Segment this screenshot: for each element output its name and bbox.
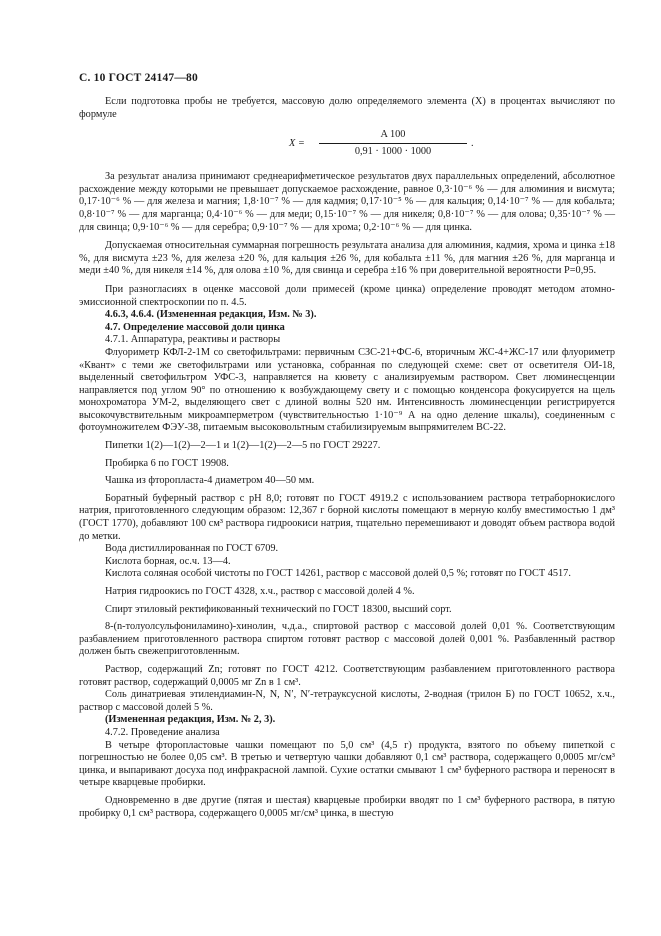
paragraph-tolerances: За результат анализа принимают среднеарифметическое результатов двух параллельных определений, абсолютное расхождение между которыми не превышает допускаемое расхождение, равное 0,3·10⁻⁶ % — для алюминия и висмута; 0,17·10⁻⁶ % — для железа и магния; 1,8·10⁻⁷ % — для кадмия; 0,17·10⁻⁵ % — для кальция; 0,14·10⁻⁷ % — для кобальта; 0,8·10⁻⁷ % — для марганца; 0,4·10⁻⁶ % — для меди; 0,15·10⁻⁷ % — для никеля; 0,8·10⁻⁷ % — для олова; 0,35·10⁻⁷ % — для свинца; 0,9·10⁻⁶ % — для серебра; 0,9·10⁻⁷ % — для хрома; 0,2·10⁻⁶ % — для цинка. (79, 171, 615, 233)
paragraph-procedure-2: Одновременно в две другие (пятая и шестая) кварцевые пробирки вводят по 1 см³ буферного раствора, в пятую пробирку 0,1 см³ раствора, содержащего 0,0005 мг/см³ цинка, в шестую (79, 794, 615, 819)
paragraph-intro: Если подготовка пробы не требуется, массовую долю определяемого элемента (X) в процентах вычисляют по формуле (79, 96, 615, 120)
paragraph-ethanol: Спирт этиловый ректификованный технический по ГОСТ 18300, высший сорт. (105, 603, 452, 615)
formula-period: . (471, 138, 474, 150)
paragraph-trilon: Соль динатриевая этилендиамин-N, N, N′, N′-тетрауксусной кислоты, 2-водная (трилон Б) по ГОСТ 10652, х.ч., раствор с массовой долей 5 %. (79, 689, 615, 713)
paragraph-pipettes: Пипетки 1(2)—1(2)—2—1 и 1(2)—1(2)—2—5 по ГОСТ 29227. (105, 440, 381, 452)
formula (79, 127, 615, 165)
subsection-heading-4-7-1: 4.7.1. Аппаратура, реактивы и растворы (105, 334, 281, 346)
page-header: С. 10 ГОСТ 24147—80 (79, 72, 198, 84)
paragraph-procedure-1: В четыре фторопластовые чашки помещают по 5,0 см³ (4,5 г) продукта, взятого по объему пипеткой с погрешностью не более 0,05 см³. В третью и четвертую чашки добавляют 0,1 см³ раствора, содержащего 0,0005 мг/см³ цинка, и выпаривают досуха под инфракрасной лампой. Сухие остатки смывают 1 см³ буферного раствора и переносят в четыре кварцевые пробирки. (79, 739, 615, 789)
paragraph-zinc-solution: Раствор, содержащий Zn; готовят по ГОСТ 4212. Соответствующим разбавлением приготовленного раствора готовят раствор, содержащий 0,0005 мг Zn в 1 см³. (79, 663, 615, 688)
paragraph-disputes: При разногласиях в оценке массовой доли примесей (кроме цинка) определение проводят методом атомно-эмиссионной спектроскопии по п. 4.5. (79, 283, 615, 308)
fraction-bar (319, 143, 467, 144)
paragraph-quinoline: 8-(n-толуолсульфониламино)-хинолин, ч.д.а., спиртовой раствор с массовой долей 0,01 %. Соответствующим разбавлением приготовленного раствора спиртом готовят раствор с массовой долей 0,001 %. Разбавленный раствор должен быть свежеприготовленным. (79, 621, 615, 658)
formula-denominator: 0,91 · 1000 · 1000 (354, 146, 432, 158)
formula-lhs: X = (289, 138, 305, 150)
paragraph-fluorimeter: Флуориметр КФЛ-2-1М со светофильтрами: первичным СЗС-21+ФС-6, вторичным ЖС-4+ЖС-17 или флуориметр «Квант» с теми же светофильтрами или установка, собранная по следующей схеме: свет от осветителя ОИ-18, выделенный светофильтром УФС-3, направляется на кювету с анализируемым раствором. Свет люминесценции направляется под углом 90° по отношению к возбуждающему свету и с помощью конденсора фокусируется на щель монохроматора УМ-2, выделяющего свет с длиной волны 520 нм. Интенсивность люминесценции регистрируется высокочувствительным микроамперметром (чувствительностью 1·10⁻⁹ А на одно деление шкалы), соединенным с фотоумножителем ФЭУ-38, питаемым высоковольтным стабилизируемым выпрямителем ВС-22. (79, 346, 615, 434)
paragraph-water: Вода дистиллированная по ГОСТ 6709. (105, 543, 279, 555)
paragraph-boric-acid: Кислота борная, ос.ч. 13—4. (105, 555, 231, 567)
paragraph-error: Допускаемая относительная суммарная погрешность результата анализа для алюминия, кадмия, хрома и цинка ±18 %, для висмута ±23 %, для железа ±20 %, для кальция ±26 %, для кобальта ±11 %, для магния ±26 %, для марганца и меди ±40 %, для никеля ±14 %, для олова ±10 %, для свинца и серебра ±16 % при доверительной вероятности P=0,95. (79, 240, 615, 277)
paragraph-test-tube: Пробирка 6 по ГОСТ 19908. (105, 457, 229, 469)
amendment-note-1: 4.6.3, 4.6.4. (Измененная редакция, Изм. № 3). (105, 309, 317, 321)
paragraph-hydrochloric-acid: Кислота соляная особой чистоты по ГОСТ 14261, раствор с массовой долей 0,5 %; готовят по ГОСТ 4517. (105, 568, 571, 580)
section-heading-4-7: 4.7. Определение массовой доли цинка (105, 321, 285, 333)
amendment-note-2: (Измененная редакция, Изм. № 2, 3). (105, 714, 276, 726)
paragraph-buffer: Боратный буферный раствор с pH 8,0; готовят по ГОСТ 4919.2 с использованием раствора тетраборнокислого натрия, приготовленного следующим образом: 12,367 г борной кислоты помещают в мерную колбу вместимостью 1 дм³ (ГОСТ 1770), добавляют 100 см³ раствора гидроокиси натрия, тщательно перемешивают и доводят объем раствора водой до метки. (79, 492, 615, 542)
paragraph-sodium-hydroxide: Натрия гидроокись по ГОСТ 4328, х.ч., раствор с массовой долей 4 %. (105, 586, 415, 597)
document-body (79, 96, 615, 820)
formula-numerator: A 100 (380, 129, 406, 141)
paragraph-dish: Чашка из фторопласта-4 диаметром 40—50 мм. (105, 475, 315, 487)
subsection-heading-4-7-2: 4.7.2. Проведение анализа (105, 726, 220, 738)
